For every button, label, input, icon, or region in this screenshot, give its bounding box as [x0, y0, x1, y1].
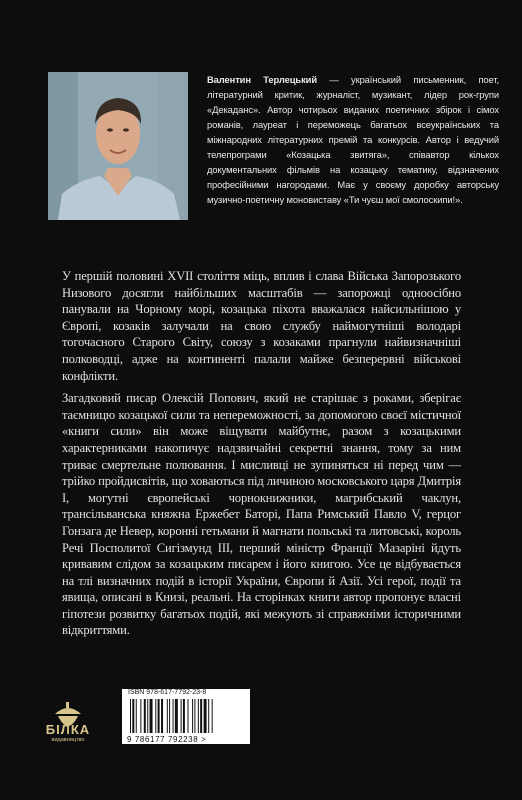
description-paragraph-2: Загадковий писар Олексій Попович, який не старішає з роками, зберігає таємницю козацької сили та непереможності, за допомогою своєї містичної «книги сили» він може віщувати майбутнє, разом з козацькими характерниками накопичує надзвичайні секретні знання, тому за ним триває смертельне полювання. І мисливці не зупиняться ні перед чим — трійко пройдисвітів, що ховаються під личиною московського царя Дмитрія І, могутні європейські чорнокнижники, магрибський чаклун, трансільванська княжна Ержебет Баторі, Папа Римський Павло V, герцог Гонзага де Невер, коронні гетьмани й магнати польські та литовські, король Речі Посполитої Сигізмунд III, перший міністр Франції Мазаріні йдуть кривавим слідом за козацьким писарем і його книгою. Усе це відбувається на тлі визначних подій в історії України, Європи й Азії. Усі герої, події та явища, описані в Книзі, реальні. На сторінках книги автор пропонує власні гіпотези розвитку багатьох подій, які межують зі справжніми історичними відкриттями. [62, 391, 461, 638]
author-bio-text: — український письменник, поет, літературний критик, журналіст, музикант, лідер рок-групи «Декаданс». Автор чотирьох виданих поетичних збірок і сімох романів, лауреат і переможець багатьох всеукраїнських та міжнародних літературних премій та конкурсів. Автор і ведучий телепрограми «Козацька звитяга», співавтор кількох документальних фільмів на козацьку тематику, відзначених професійними нагородами. Має у своєму доробку авторську музично-поетичну моновиставу «Ти чуєш мої смолоскипи!». [207, 74, 499, 205]
author-bio [207, 72, 499, 207]
author-photo [48, 72, 188, 220]
book-description [62, 268, 461, 645]
isbn-digits: 9 786177 792238 > [127, 735, 207, 744]
author-name: Валентин Терлецький [207, 74, 318, 85]
barcode-icon [130, 699, 242, 733]
publisher-sub: видавництво [51, 737, 85, 743]
isbn-label: ISBN 978-617-7792-23-8 [128, 689, 207, 696]
description-paragraph-1: У першій половині XVII століття міць, вплив і слава Війська Запорозького Низового досягли найбільших масштабів — запорожці одноосібно панували на Чорному морі, козацька піхота вважалася найсильнішою у Європі, козаків залучали на свою службу наймогутніші володарі тогочасного Старого Світу, союзу з козаками прагнули найвизначніші полководці, адже на континенті палали майже безперервні військові конфлікти. [62, 269, 461, 383]
publisher-name: БІЛКА [45, 722, 91, 737]
